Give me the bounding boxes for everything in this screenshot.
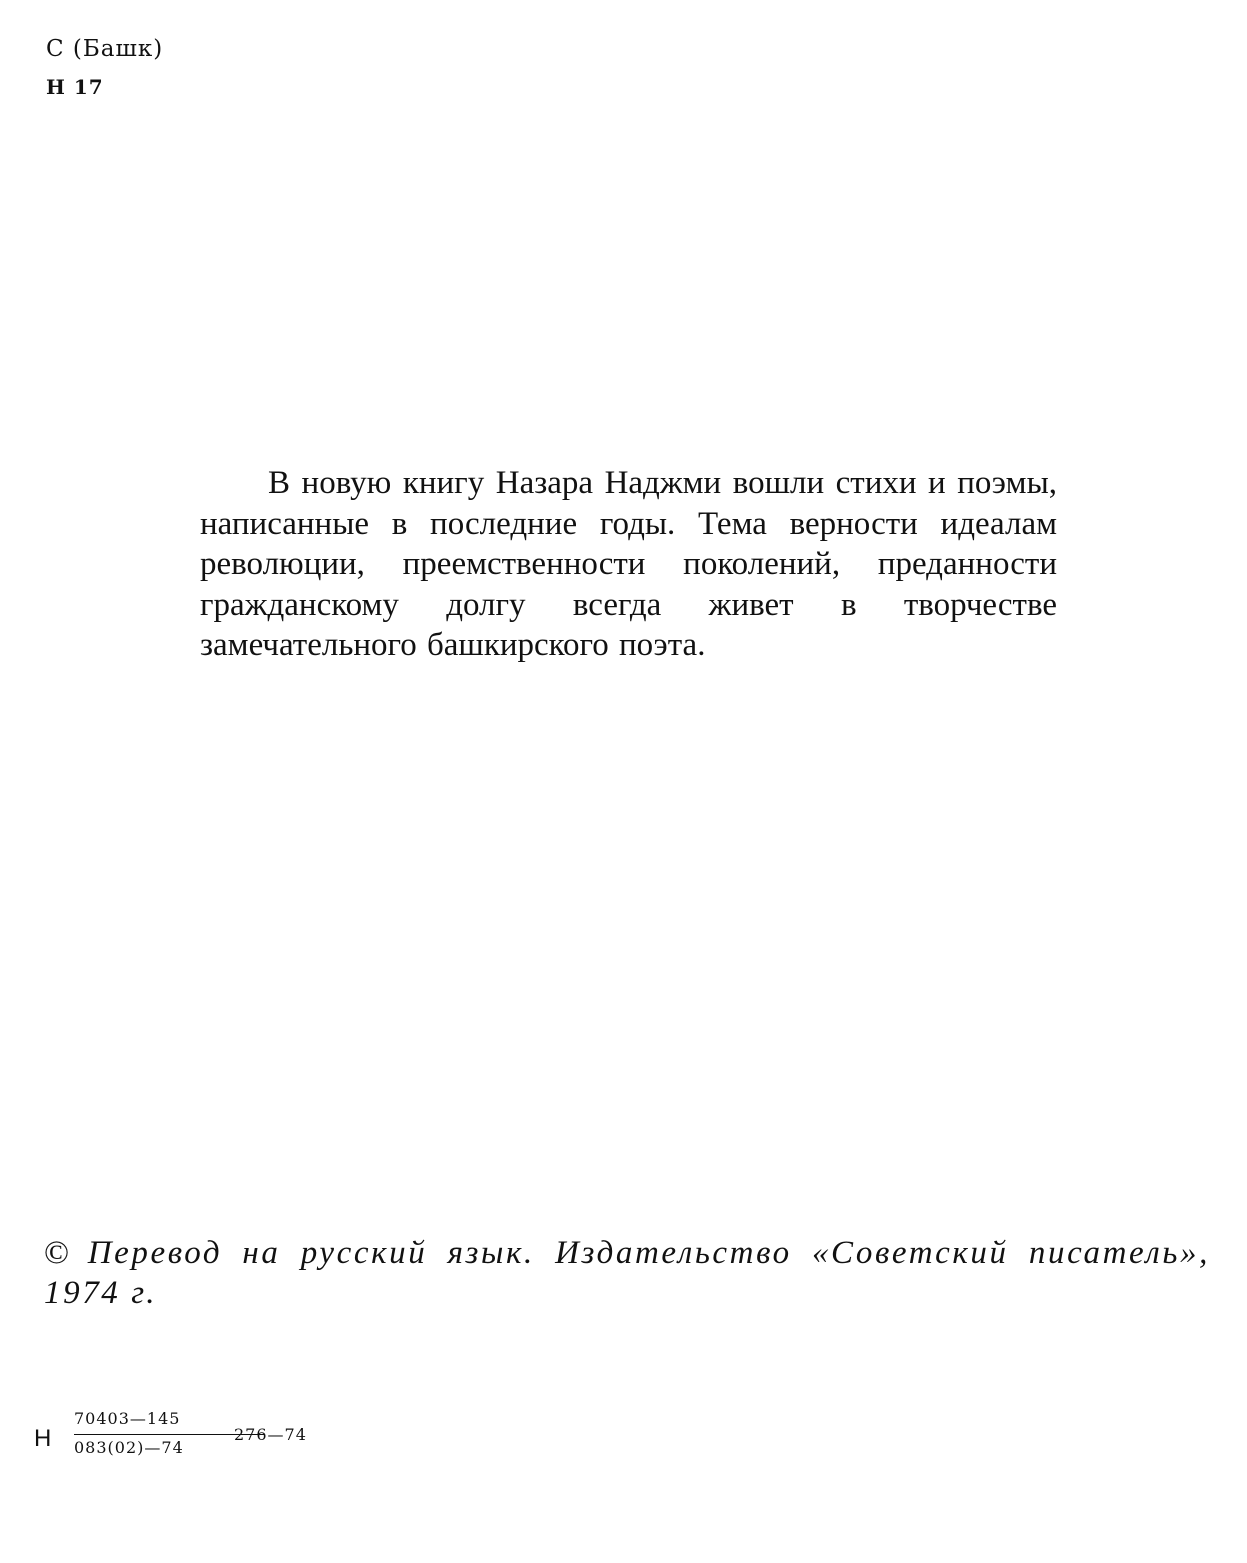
library-classification bbox=[46, 30, 163, 106]
index-suffix: 276—74 bbox=[234, 1425, 307, 1444]
copyright-text: Перевод на русский язык. Издательство «Советский писатель», 1974 г. bbox=[44, 1235, 1210, 1311]
copyright-sign: © bbox=[44, 1235, 72, 1271]
book-annotation: В новую книгу Назара Наджми вошли стихи и поэмы, написанные в последние годы. Тема верности идеалам революции, преемственности поколений, преданности гражданскому долгу всегда живет в творчестве замечательного башкирского поэта. bbox=[200, 465, 1057, 663]
publication-index bbox=[34, 1409, 354, 1469]
index-letter: Н bbox=[34, 1425, 52, 1452]
classification-line-1: С (Башк) bbox=[46, 36, 164, 62]
index-numerator: 70403—145 bbox=[74, 1409, 181, 1428]
copyright-notice bbox=[44, 1233, 1210, 1313]
classification-line-2: Н 17 bbox=[46, 75, 104, 99]
index-denominator: 083(02)—74 bbox=[74, 1438, 184, 1457]
